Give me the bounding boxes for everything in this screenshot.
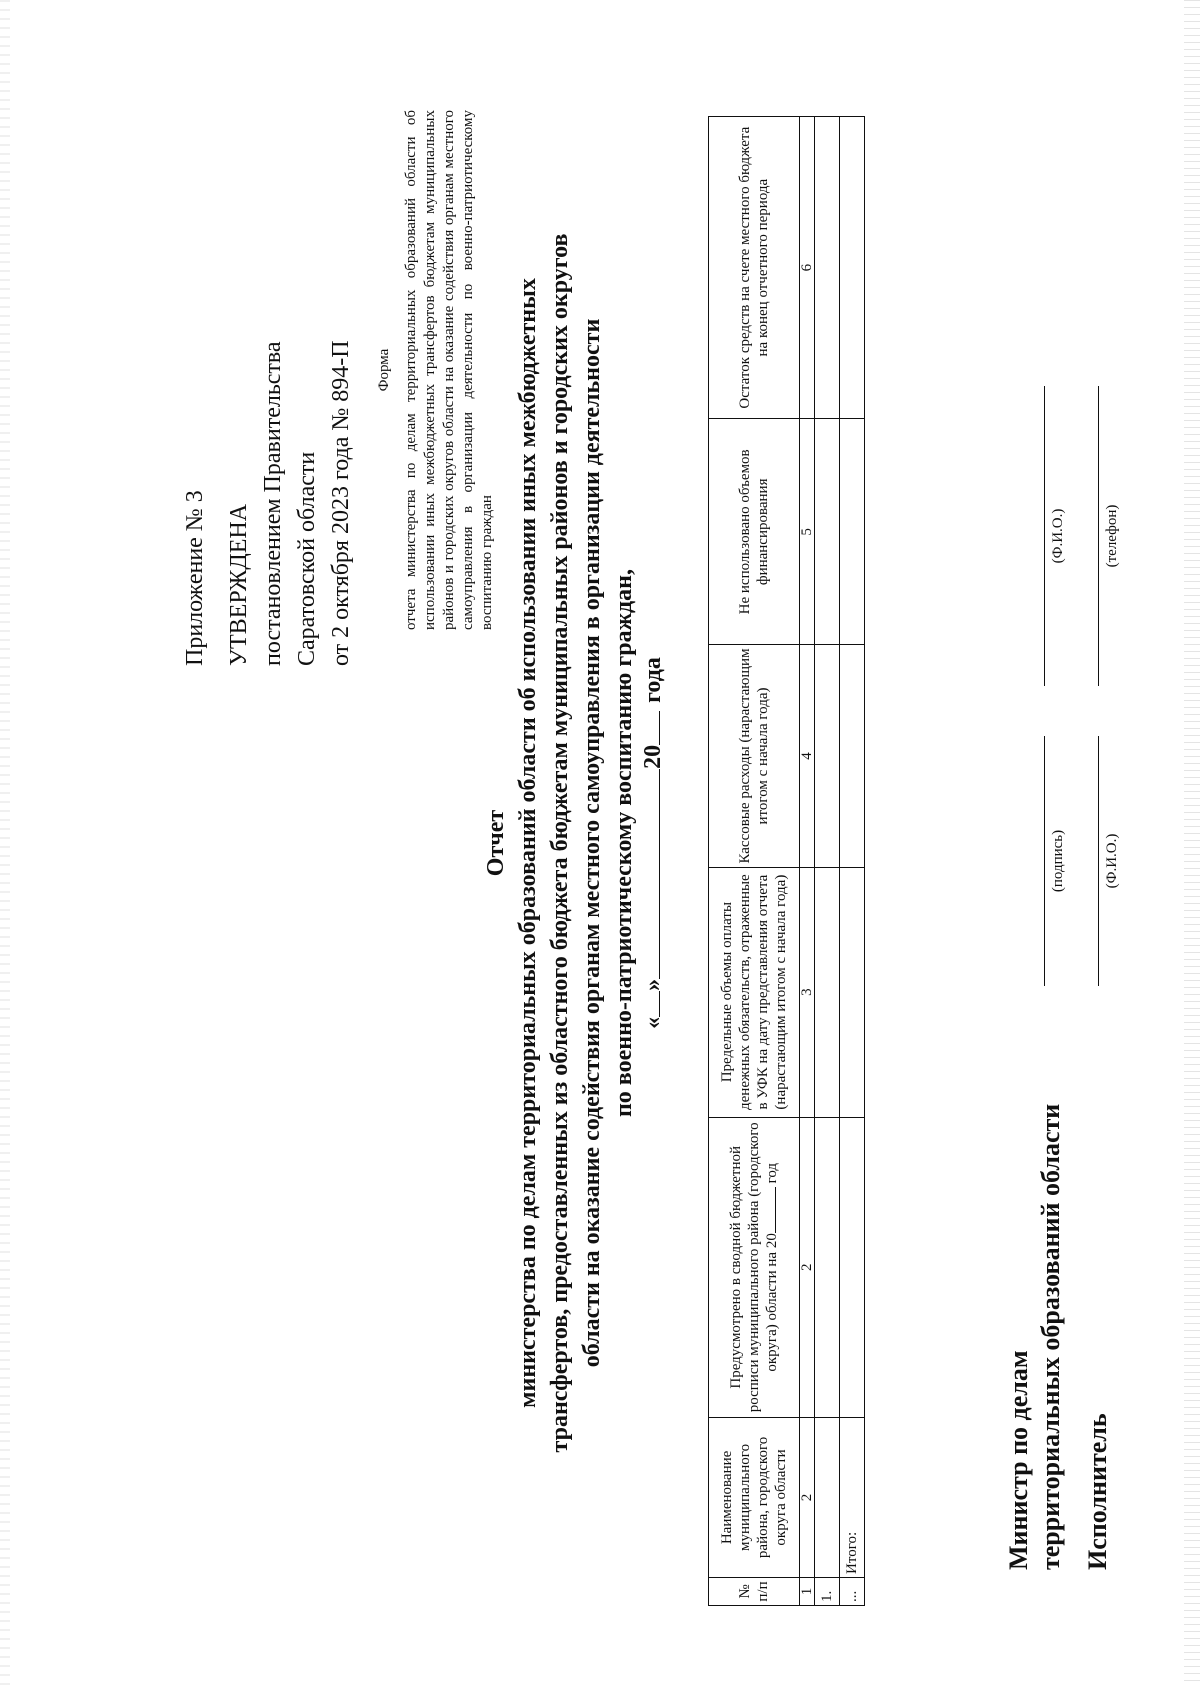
header-planned [709,1117,800,1417]
executor-phone-line[interactable] [1098,386,1099,686]
table-cell [815,117,840,419]
approval-line-3: от 2 октября 2023 года № 894-П [328,340,354,666]
executor-phone-caption: (телефон) [1104,504,1120,568]
header-planned-year: год [764,1162,780,1184]
approval-line-1: постановлением Правительства [260,341,286,666]
approval-block [178,106,358,666]
report-title: Отчет [483,809,509,877]
header-cash: Кассовые расходы (нарастающим итогом с начала года) [709,645,800,867]
date-quote-close: » [640,978,666,991]
form-description: отчета министерства по делам территориальных образований области об использовании иных межбюджетных трансфертов бюджетам муниципальных районов и городских округов области на оказание содействия органам местного самоуправления в организации деятельности по военно-патриотическому воспитанию граждан [403,110,495,630]
row-number: 1. [815,1577,840,1605]
table-cell [815,645,840,867]
appendix-number: Приложение № 3 [182,490,208,666]
row-name: Итого: [840,1417,865,1577]
table-cell [815,1117,840,1417]
executor-fio-line[interactable] [1098,736,1099,986]
row-name [815,1417,840,1577]
year-suffix: года [640,657,666,703]
form-label: Форма [376,348,392,392]
table-cell [815,419,840,645]
table-cell [840,867,865,1117]
approval-line-2: Саратовской области [294,451,320,666]
executor-fio-caption: (Ф.И.О.) [1104,833,1120,889]
report-title-block [480,90,640,1596]
signature-caption: (подпись) [1050,829,1066,893]
header-municipality: Наименование муниципального района, городского округа области [709,1417,800,1577]
header-planned-text: Предусмотрено в сводной бюджетной росписи муниципального района (городского округа) области на 20 [728,1122,780,1413]
table-cell [840,419,865,645]
header-year-blank [775,1187,776,1233]
table-row [815,117,840,1606]
table-row [840,117,865,1606]
table-cell [840,1117,865,1417]
header-num: № п/п [709,1577,800,1605]
report-subtitle-4: по военно-патриотическому воспитанию граждан, [611,568,637,1118]
date-quote-open: « [640,1016,666,1029]
table-cell [815,867,840,1117]
approved-label: УТВЕРЖДЕНА [226,503,252,666]
minister-fio-caption: (Ф.И.О.) [1050,508,1066,564]
header-unused: Не использовано объемов финансирования [709,419,800,645]
report-subtitle-2: трансфертов, предоставленных из областного бюджета бюджетам муниципальных районов и городских округов [547,233,573,1453]
year-prefix: 20 [640,744,666,769]
column-number: 4 [800,645,815,867]
day-blank [659,991,660,1017]
column-number: 5 [800,419,815,645]
year-blank [659,711,660,745]
month-blank [659,769,660,979]
report-date-line [640,0,667,1686]
table-cell [840,645,865,867]
column-number: 2 [800,1417,815,1577]
header-limits: Предельные объемы оплаты денежных обязательств, отраженные в УФК на дату представления отчета (нарастающим итогом с начала года) [709,867,800,1117]
minister-label-line-1: Министр по делам [1004,1350,1033,1570]
row-number: ... [840,1577,865,1605]
column-number: 1 [800,1577,815,1605]
report-subtitle-1: министерства по делам территориальных образований области об использовании иных межбюджетных [515,278,541,1408]
header-balance: Остаток средств на счете местного бюджета на конец отчетного периода [709,117,800,419]
form-block [375,110,497,630]
executor-label: Исполнитель [1083,1413,1112,1570]
minister-label-line-2: территориальных образований области [1036,1103,1065,1570]
column-number-row [800,117,815,1606]
report-table [708,116,865,1606]
minister-fio-line[interactable] [1044,386,1045,686]
column-number: 6 [800,117,815,419]
table-header-row [709,117,800,1606]
minister-signature-line[interactable] [1044,736,1045,986]
minister-signature-label [1003,1104,1067,1570]
column-number: 2 [800,1117,815,1417]
table-cell [840,117,865,419]
column-number: 3 [800,867,815,1117]
report-subtitle-3: области на оказание содействия органам местного самоуправления в организации деятельности [579,318,605,1368]
